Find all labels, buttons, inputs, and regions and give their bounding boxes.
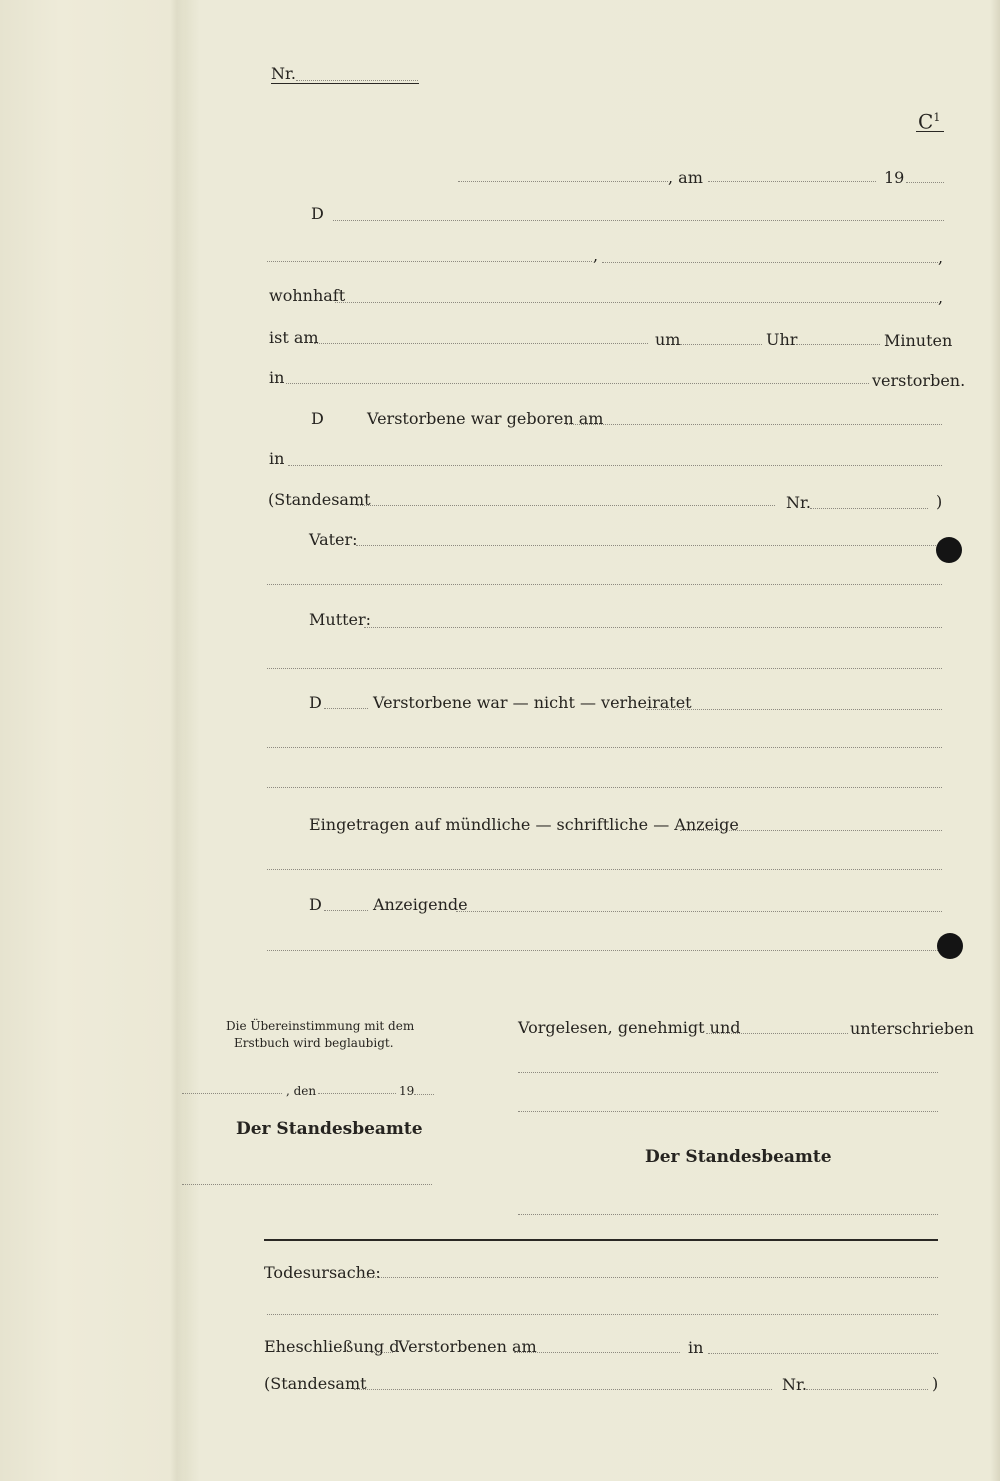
cert-signer-label: Der Standesbeamte	[236, 1119, 423, 1139]
punch-hole-bottom	[937, 933, 963, 959]
marriage-place-field[interactable]	[708, 1353, 938, 1354]
geboren-label: Verstorbene war geboren am	[367, 409, 604, 428]
in-label-2: in	[269, 449, 285, 468]
nr-underline	[271, 83, 419, 84]
form-code: $C^1$	[918, 109, 941, 134]
spouse-field-3[interactable]	[267, 787, 942, 788]
eheschliessung-d-field[interactable]	[371, 1352, 393, 1353]
cert-den-label: , den	[286, 1084, 317, 1098]
certification-line-1: Die Übereinstimmung mit dem	[226, 1019, 415, 1033]
name-line-2a[interactable]	[267, 261, 592, 262]
standesamt-nr-field-1[interactable]	[810, 508, 928, 509]
d-prefix-3: D	[309, 693, 322, 712]
standesamt-field-2[interactable]	[354, 1389, 772, 1390]
comma-3: ,	[938, 288, 944, 307]
minutes-field[interactable]	[796, 344, 880, 345]
section-separator	[264, 1239, 938, 1241]
year-label: 19	[884, 168, 905, 187]
spouse-field-2[interactable]	[267, 747, 942, 748]
verstorben-label: verstorben.	[872, 371, 966, 390]
nr-field[interactable]	[296, 80, 418, 81]
mutter-field[interactable]	[364, 627, 942, 628]
wohnhaft-field[interactable]	[335, 302, 938, 303]
date-field[interactable]	[708, 181, 876, 182]
name-line-2b[interactable]	[602, 262, 938, 263]
certification-line-2: Erstbuch wird beglaubigt.	[234, 1036, 394, 1050]
vorgelesen-label: Vorgelesen, genehmigt und	[518, 1018, 741, 1037]
verstorbenen-am-label: Verstorbenen am	[398, 1337, 537, 1356]
form-code-underline	[916, 131, 944, 132]
mutter-field-2[interactable]	[267, 668, 942, 669]
minuten-label: Minuten	[884, 331, 953, 350]
eingetragen-label: Eingetragen auf mündliche — schriftliche — Anzeige	[309, 815, 739, 834]
vorgelesen-field[interactable]	[706, 1033, 848, 1034]
close-paren-2: )	[932, 1374, 939, 1393]
d-prefix-1: D	[311, 204, 324, 223]
ist-am-label: ist am	[269, 328, 319, 347]
wohnhaft-label: wohnhaft	[269, 286, 346, 305]
spouse-field[interactable]	[646, 709, 942, 710]
cert-place-field[interactable]	[182, 1093, 282, 1094]
um-label: um	[655, 330, 681, 349]
vater-field[interactable]	[356, 545, 942, 546]
nr-label-2: Nr.	[782, 1375, 807, 1394]
vater-field-2[interactable]	[267, 584, 942, 585]
signature-field-1[interactable]	[518, 1072, 938, 1073]
standesamt-label-2: (Standesamt	[264, 1374, 367, 1393]
anzeige-field[interactable]	[680, 830, 942, 831]
death-place-field[interactable]	[286, 383, 869, 384]
punch-hole-top	[936, 537, 962, 563]
place-field[interactable]	[458, 181, 668, 182]
nr-label: Nr.	[271, 64, 296, 83]
close-paren-1: )	[936, 492, 943, 511]
comma-2: ,	[938, 248, 944, 267]
anzeigende-label: Anzeigende	[373, 895, 468, 914]
hour-field[interactable]	[680, 344, 762, 345]
standesamt-nr-field-2[interactable]	[806, 1389, 928, 1390]
d-prefix-4: D	[309, 895, 322, 914]
comma-1: ,	[593, 246, 599, 265]
name-field[interactable]	[333, 220, 944, 221]
birth-place-field[interactable]	[288, 465, 942, 466]
signer-label: Der Standesbeamte	[645, 1147, 832, 1167]
nr-label-1: Nr.	[786, 493, 811, 512]
cert-date-field[interactable]	[318, 1093, 396, 1094]
cert-year-label: 19	[399, 1084, 415, 1098]
anzeigende-field[interactable]	[456, 911, 942, 912]
uhr-label: Uhr	[766, 330, 798, 349]
eheschliessung-label: Eheschließung d	[264, 1337, 400, 1356]
todesursache-field-2[interactable]	[267, 1314, 938, 1315]
date-am-label: , am	[668, 168, 703, 187]
d-suffix-field-3[interactable]	[324, 708, 368, 709]
cert-year-field[interactable]	[414, 1094, 434, 1095]
paper-fold	[170, 0, 184, 1481]
verheiratet-label: Verstorbene war — nicht — verheiratet	[373, 693, 692, 712]
standesamt-label-1: (Standesamt	[268, 490, 371, 509]
cert-signature-field[interactable]	[182, 1184, 432, 1185]
birth-date-field[interactable]	[566, 424, 942, 425]
marriage-in-label: in	[688, 1338, 704, 1357]
in-label-1: in	[269, 368, 285, 387]
unterschrieben-label: unterschrieben	[850, 1019, 974, 1038]
vater-label: Vater:	[309, 530, 358, 549]
signature-field-2[interactable]	[518, 1111, 938, 1112]
d-prefix-2: D	[311, 409, 324, 428]
death-date-field[interactable]	[314, 343, 648, 344]
year-field[interactable]	[906, 182, 944, 183]
todesursache-label: Todesursache:	[264, 1263, 381, 1282]
anzeige-field-2[interactable]	[267, 869, 942, 870]
d-suffix-field-4[interactable]	[324, 910, 368, 911]
signature-field-3[interactable]	[518, 1214, 938, 1215]
marriage-date-field[interactable]	[514, 1352, 680, 1353]
anzeigende-field-2[interactable]	[267, 950, 942, 951]
standesamt-field-1[interactable]	[357, 505, 775, 506]
todesursache-field[interactable]	[358, 1277, 938, 1278]
mutter-label: Mutter:	[309, 610, 372, 629]
